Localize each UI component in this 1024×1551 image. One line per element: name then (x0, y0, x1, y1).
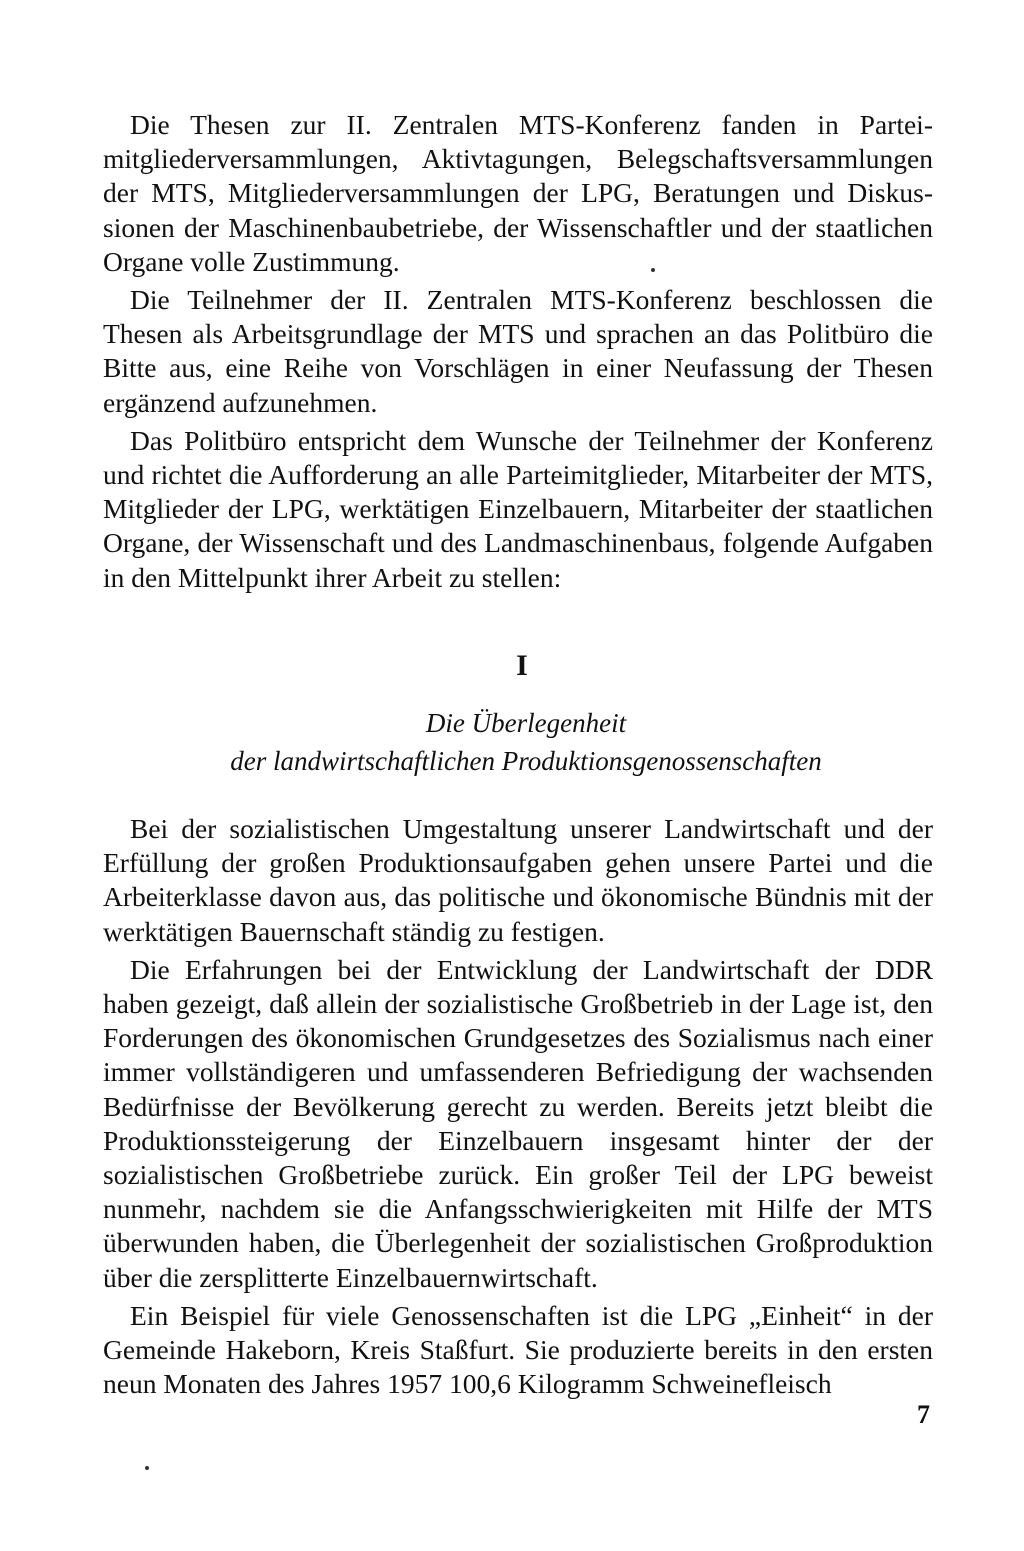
paragraph: Die Erfahrungen bei der Entwicklung der Landwirtschaft der DDR haben gezeigt, daß allein der sozialistische Großbetrieb in der Lage ist, den Forderungen des ökonomischen Grundgesetzes des Sozialismus nach einer immer vollständigeren und umfassenderen Befriedigung der wachsenden Bedürfnisse der Bevölkerung gerecht zu werden. Bereits jetzt bleibt die Produktionssteigerung der Einzelbauern insgesamt hinter der der sozialistischen Großbetriebe zurück. Ein großer Teil der LPG beweist nunmehr, nachdem sie die Anfangsschwierigkeiten mit Hilfe der MTS überwunden haben, die Überlegenheit der sozialistischen Großproduktion über die zersplitterte Einzelbauernwirtschaft. (103, 953, 933, 1293)
text-block-intro (103, 108, 933, 599)
page-number: 7 (917, 1400, 930, 1429)
paragraph: Bei der sozialistischen Umgestaltung unserer Landwirtschaft und der Erfüllung der großen Produktionsaufgaben gehen unsere Partei und die Arbeiterklasse davon aus, das politische und ökonomische Bündnis mit der werktätigen Bauernschaft ständig zu festigen. (103, 813, 933, 947)
section-heading-line: Die Überlegenheit (425, 708, 627, 738)
paragraph: Das Politbüro entspricht dem Wunsche der Teilnehmer der Konferenz und richtet die Aufforderung an alle Parteimitglieder, Mitarbeiter der MTS, Mitglieder der LPG, werktätigen Einzelbauern, Mitarbeiter der staatlichen Organe, der Wissenschaft und des Landmaschinenbaus, folgende Aufgaben in den Mittelpunkt ihrer Arbeit zu stellen: (103, 424, 933, 593)
section-number: I (516, 649, 528, 682)
paragraph: Die Thesen zur II. Zentralen MTS-Konferenz fanden in Parteimitgliederversammlungen, Aktivtagungen, Belegschaftsversammlungen der MTS, Mitgliederversammlungen der LPG, Beratungen und Diskussionen der Maschinenbaubetriebe, der Wissenschaftler und der staatlichen Organe volle Zustimmung. (103, 109, 933, 277)
section-heading (0, 704, 1024, 780)
print-speck (145, 1466, 149, 1470)
print-speck (651, 268, 655, 272)
section-heading-line: der landwirtschaftlichen Produktionsgenossenschaften (230, 746, 822, 776)
text-block-section (103, 812, 933, 1405)
paragraph: Ein Beispiel für viele Genossenschaften ist die LPG „Einheit“ in der Gemeinde Hakeborn, Kreis Staßfurt. Sie produzierte bereits in den ersten neun Monaten des Jahres 1957 100,6 Kilogramm Schweinefleisch (103, 1299, 933, 1400)
paragraph: Die Teilnehmer der II. Zentralen MTS-Konferenz beschlossen die Thesen als Arbeitsgrundlage der MTS und sprachen an das Politbüro die Bitte aus, eine Reihe von Vorschlägen in einer Neufassung der Thesen ergänzend aufzunehmen. (103, 284, 933, 418)
